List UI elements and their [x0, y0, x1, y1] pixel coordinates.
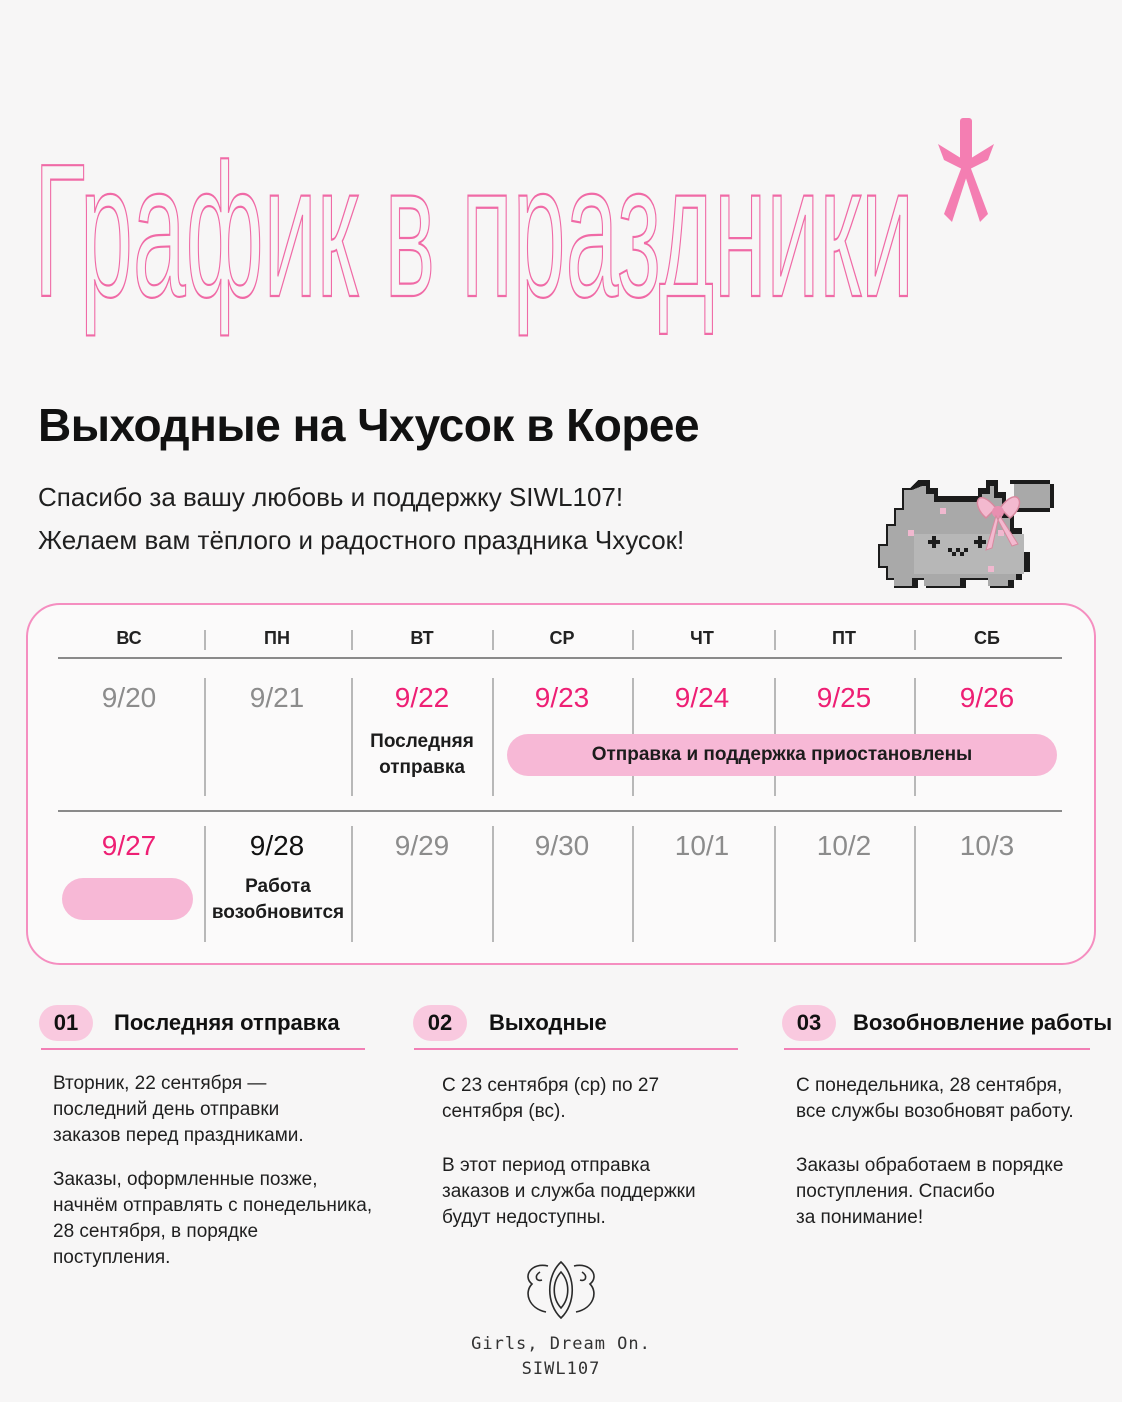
text-line: поступления. [53, 1247, 171, 1268]
header-rule [58, 657, 1062, 659]
text-line: заказов и служба поддержки [442, 1181, 696, 1202]
text-line: 28 сентября, в порядке [53, 1221, 259, 1242]
text-line: В этот период отправка [442, 1155, 651, 1176]
day-header-sat: СБ [974, 628, 1000, 648]
header-divider [204, 630, 206, 650]
date-cell-resume: 9/28 [249, 830, 305, 861]
info-paragraph [442, 1073, 659, 1125]
cell-divider [914, 826, 916, 942]
brand-logo-icon [518, 1258, 604, 1322]
date-cell-holiday: 9/22 [394, 682, 450, 713]
note-line: Работа [245, 876, 311, 897]
text-line: Заказы, оформленные позже, [53, 1169, 318, 1190]
day-header-wed: СР [549, 628, 575, 648]
day-header-sun: ВС [116, 628, 142, 648]
date-cell: 9/29 [394, 830, 450, 861]
date-cell: 9/21 [249, 682, 305, 713]
info-paragraph [442, 1153, 696, 1231]
footer-brand: SIWL107 [521, 1359, 601, 1379]
text-line: С 23 сентября (ср) по 27 [442, 1075, 660, 1096]
text-line: Вторник, 22 сентября — [53, 1073, 267, 1094]
day-header-thu: ЧТ [690, 628, 714, 648]
step-badge-01: 01 [39, 1005, 93, 1041]
step-badge-03: 03 [782, 1005, 836, 1041]
text-line: все службы возобновят работу. [796, 1101, 1074, 1122]
note-line: Последняя [370, 731, 474, 752]
text-line: за понимание! [796, 1207, 924, 1228]
intro-line-1: Спасибо за вашу любовь и поддержку SIWL107! [38, 482, 624, 512]
text-line: начнём отправлять с понедельника, [53, 1195, 373, 1216]
date-cell: 10/3 [959, 830, 1015, 861]
header-divider [914, 630, 916, 650]
date-cell-holiday: 9/26 [959, 682, 1015, 713]
text-line: заказов перед праздниками. [53, 1125, 304, 1146]
info-title-holidays: Выходные [489, 1010, 607, 1035]
step-badge-02: 02 [413, 1005, 467, 1041]
week-rule [58, 810, 1062, 812]
date-cell-holiday: 9/23 [534, 682, 590, 713]
date-cell-holiday: 9/25 [816, 682, 872, 713]
holiday-pill [62, 878, 193, 920]
date-cell: 10/2 [816, 830, 872, 861]
info-rule [784, 1048, 1090, 1050]
footer-tagline: Girls, Dream On. [471, 1334, 651, 1354]
date-cell: 9/20 [101, 682, 157, 713]
text-line: Заказы обработаем в порядке [796, 1155, 1064, 1176]
text-line: сентября (вс). [442, 1101, 566, 1122]
header-divider [351, 630, 353, 650]
header-divider [632, 630, 634, 650]
date-cell: 9/30 [534, 830, 590, 861]
intro-line-2: Желаем вам тёплого и радостного праздника Чхусок! [38, 525, 685, 555]
info-title-resume: Возобновление работы [853, 1010, 1113, 1035]
header-divider [774, 630, 776, 650]
asterisk-icon [938, 118, 994, 222]
last-shipping-note [347, 729, 497, 781]
info-rule [414, 1048, 738, 1050]
suspended-banner: Отправка и поддержка приостановлены [507, 734, 1057, 776]
text-line: последний день отправки [53, 1099, 280, 1120]
info-paragraph [796, 1153, 1063, 1231]
info-rule [41, 1048, 365, 1050]
date-cell: 10/1 [674, 830, 730, 861]
day-header-mon: ПН [264, 628, 290, 648]
text-line: С понедельника, 28 сентября, [796, 1075, 1063, 1096]
day-header-fri: ПТ [832, 628, 856, 648]
page-subtitle: Выходные на Чхусок в Корее [38, 399, 700, 451]
header-divider [492, 630, 494, 650]
resume-note [203, 874, 353, 926]
info-paragraph [796, 1073, 1074, 1125]
headline-text: График в праздники [34, 125, 914, 337]
date-cell-holiday: 9/27 [101, 830, 157, 861]
info-title-last-shipping: Последняя отправка [114, 1010, 340, 1035]
text-line: поступления. Спасибо [796, 1181, 995, 1202]
date-cell-holiday: 9/24 [674, 682, 730, 713]
note-line: отправка [379, 757, 465, 778]
note-line: возобновится [211, 902, 345, 923]
info-paragraph [53, 1167, 372, 1271]
day-header-tue: ВТ [410, 628, 434, 648]
text-line: будут недоступны. [442, 1207, 606, 1228]
pixel-cat-icon [878, 474, 1058, 608]
cell-divider [204, 678, 206, 796]
info-paragraph [53, 1071, 304, 1149]
headline [34, 100, 934, 380]
